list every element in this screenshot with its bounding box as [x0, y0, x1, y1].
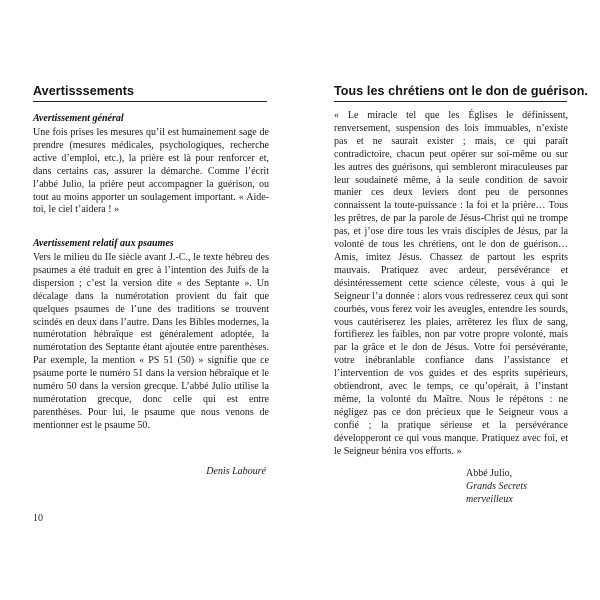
section-title-psalms: Avertissement relatif aux psaumes	[33, 238, 174, 249]
section-text-general: Une fois prises les mesures qu’il est humainement sage de prendre (mesures médicales, psychologiques, recherche active d’emploi, etc.), la prière est là pour renforcer et, dans certains cas, assurer la démarche. Comme l’écrit l’abbé Julio, la prière peut accompagner la guérison, ou tout au moins apporter un soulagement important. « Aide-toi, le ciel t’aidera ! »	[33, 127, 269, 216]
quotation-attribution	[466, 467, 576, 506]
attribution-source: Grands Secrets merveilleux	[466, 481, 528, 505]
heading-rule	[33, 101, 267, 102]
right-page-heading: Tous les chrétiens ont le don de guérison.	[334, 84, 589, 98]
author-signature: Denis Labouré	[206, 466, 266, 477]
heading-rule	[334, 101, 567, 102]
section-title-general: Avertissement général	[33, 113, 124, 124]
left-page-heading: Avertisssements	[33, 84, 135, 98]
right-page	[300, 0, 600, 600]
quotation-text: « Le miracle tel que les Églises le définissent, renversement, suspension des lois immuables, n’existe pas et ne saurait exister ; mais, ce qui paraît contradictoire, chacun peut opérer sur soi-même ou sur les autres des guérisons, qui sembleront miraculeuses par leur soudaineté même, à la seule condition de savoir manier ces deux leviers dont peu de personnes connaissent la toute-puissance : la foi et la prière… Tous les prêtres, de par la parole de Jésus-Christ qui ne trompe pas, et j’ose dire tous les vrais disciples de Jésus, par la volonté de tous les chrétiens, ont le don de guérison… Amis, imitez Jésus. Chassez de partout les esprits mauvais. Pratiquez avec ardeur, persévérance et désintéressement cette science céleste, vous à qui le Seigneur l’a donnée : alors vous redresserez ceux qui sont courbés, vous ferez voir les aveugles, entendre les sourds, vous cautériserez les plaies, arrêterez les flux de sang, fortifierez les faibles, non par votre propre volonté, mais par la grâce et le don de Jésus. Votre foi persévérante, votre inébranlable confiance dans l’assistance et l’intervention de vos guides et des esprits supérieurs, obtiendront, avec le temps, ce qu’opérait, à l’instant même, la volonté du Maître. Nous le répétons : ne négligez pas ce don précieux que le Seigneur vous a confié ; la pratique sérieuse et la persévérance développeront ce qui vous manque. Pratiquez avec foi, et le Seigneur bénira vos efforts. »	[334, 110, 568, 457]
section-text-psalms: Vers le milieu du IIe siècle avant J.-C., le texte hébreu des psaumes a été traduit en grec à l’intention des Juifs de la dispersion ; c’est la version dite « des Septante ». Un décalage dans la numérotation provient du fait que quelques psaumes de l’une des traditions se trouvent scindés en deux dans l’autre. Dans les Bibles modernes, la numérotation hébraïque est généralement adoptée, la numérotation des Septante étant ajoutée entre parenthèses. Par exemple, la mention « PS 51 (50) » signifie que ce psaume porte le numéro 51 dans la version hébraïque et le numéro 50 dans la version grecque. L’abbé Julio utilise la numérotation grecque, donc celle qui est entre parenthèses. Pour lui, le psaume que nous venons de mentionner est le psaume 50.	[33, 252, 269, 431]
attribution-author: Abbé Julio,	[466, 468, 513, 479]
page-number: 10	[33, 513, 43, 524]
